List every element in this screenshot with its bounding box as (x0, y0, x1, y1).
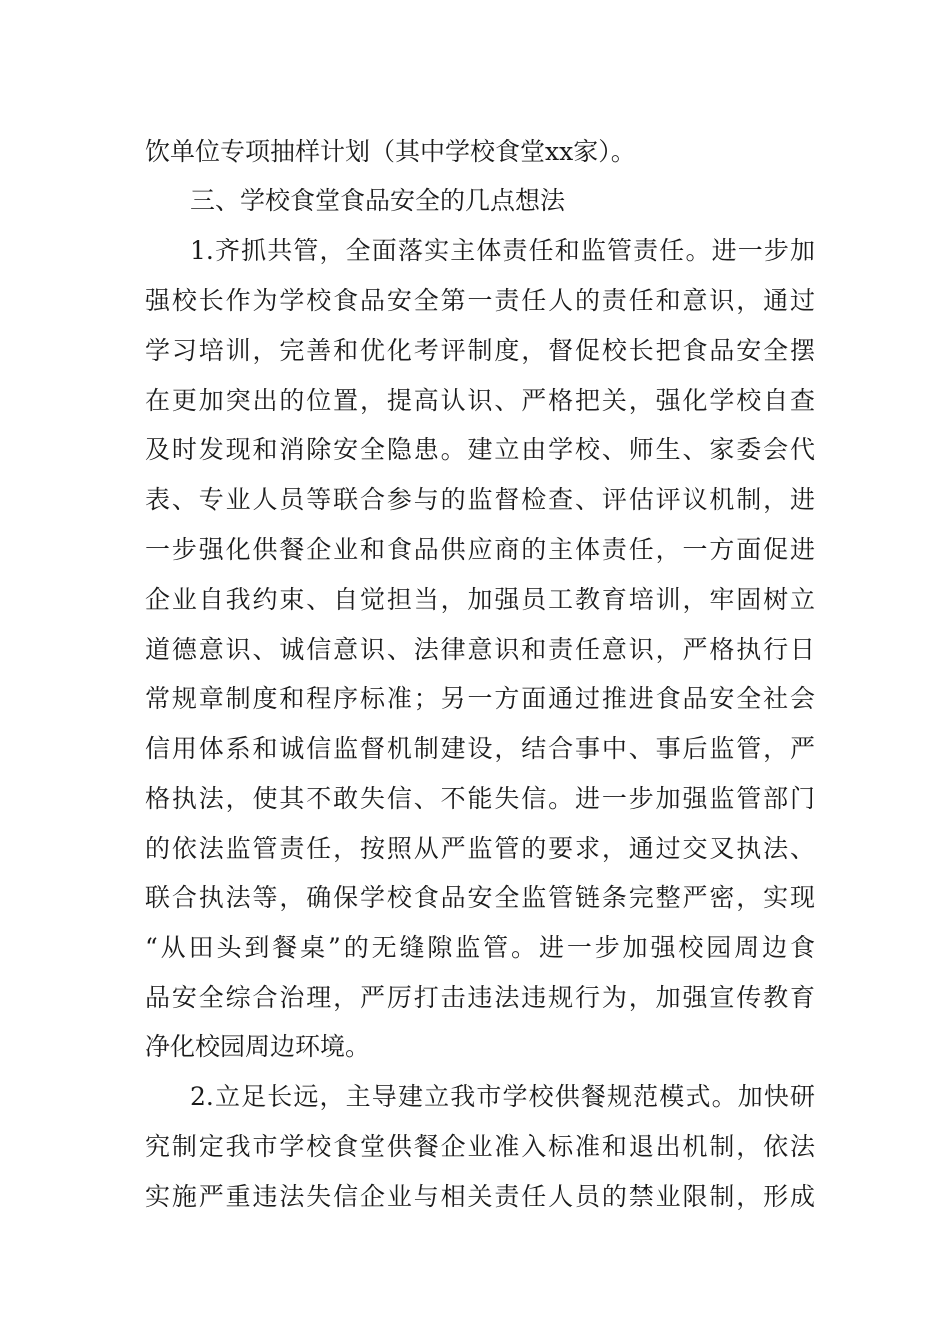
text-line: 的依法监管责任，按照从严监管的要求，通过交叉执法、 (145, 834, 815, 863)
text-line: 一步强化供餐企业和食品供应商的主体责任，一方面促进 (145, 535, 815, 564)
text-line: 2.立足长远，主导建立我市学校供餐规范模式。加快研 (190, 1082, 815, 1111)
text-line: 净化校园周边环境。 (145, 1032, 371, 1061)
text-line: 联合执法等，确保学校食品安全监管链条完整严密，实现 (145, 883, 815, 912)
text-line: 信用体系和诚信监督机制建设，结合事中、事后监管，严 (145, 734, 815, 763)
text-line: 饮单位专项抽样计划（其中学校食堂xx家）。 (145, 137, 636, 166)
text-line: 品安全综合治理，严厉打击违法违规行为，加强宣传教育 (145, 983, 815, 1012)
text-line: 企业自我约束、自觉担当，加强员工教育培训，牢固树立 (145, 585, 815, 614)
text-line: “从田头到餐桌”的无缝隙监管。进一步加强校园周边食 (145, 933, 815, 962)
text-line: 及时发现和消除安全隐患。建立由学校、师生、家委会代 (145, 435, 815, 464)
text-line: 实施严重违法失信企业与相关责任人员的禁业限制，形成 (145, 1182, 815, 1211)
text-line: 1.齐抓共管，全面落实主体责任和监管责任。进一步加 (190, 236, 815, 265)
text-line: 强校长作为学校食品安全第一责任人的责任和意识，通过 (145, 286, 815, 315)
section-heading: 三、学校食堂食品安全的几点想法 (190, 186, 566, 215)
text-line: 常规章制度和程序标准；另一方面通过推进食品安全社会 (145, 684, 815, 713)
text-line: 究制定我市学校食堂供餐企业准入标准和退出机制，依法 (145, 1132, 815, 1161)
text-line: 表、专业人员等联合参与的监督检查、评估评议机制，进 (145, 485, 815, 514)
text-line: 学习培训，完善和优化考评制度，督促校长把食品安全摆 (145, 336, 815, 365)
text-line: 道德意识、诚信意识、法律意识和责任意识，严格执行日 (145, 635, 815, 664)
text-line: 格执法，使其不敢失信、不能失信。进一步加强监管部门 (145, 784, 815, 813)
text-line: 在更加突出的位置，提高认识、严格把关，强化学校自查 (145, 386, 815, 415)
